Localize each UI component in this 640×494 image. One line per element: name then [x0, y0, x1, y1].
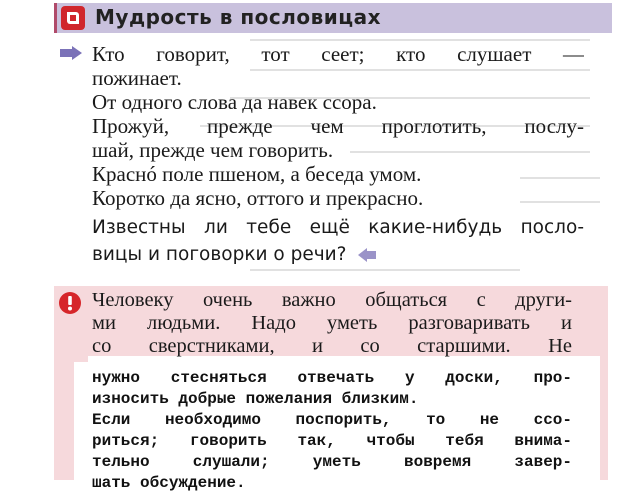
proverb-line: Прожуй, прежде чем проглотить, послу-	[92, 114, 584, 138]
note-line: нужно стесняться отвечать у доски, про-	[92, 369, 572, 387]
note-line: износить добрые пожелания близким.	[92, 390, 419, 408]
note-band-right	[600, 286, 608, 480]
note-line: риться; говорить так, чтобы тебя внима-	[92, 432, 572, 450]
section-header	[54, 3, 612, 33]
note-line: со сверстниками, и со старшими. Не	[92, 335, 572, 357]
question-line: Известны ли тебе ещё какие-нибудь посло-	[92, 217, 584, 238]
book-icon	[61, 6, 85, 30]
exclamation-icon	[59, 292, 81, 314]
note-line: Если необходимо поспорить, то не ссо-	[92, 411, 572, 429]
note-line: тельно слушали; уметь вовремя завер-	[92, 453, 572, 471]
pointer-arrow-icon	[60, 46, 82, 60]
note-line: Человеку очень важно общаться с други-	[92, 289, 572, 311]
proverb-line: Коротко да ясно, оттого и прекрасно.	[92, 186, 424, 210]
question-line: вицы и поговорки о речи?	[92, 244, 347, 265]
proverb-line: пожинает.	[92, 66, 182, 90]
proverb-line: Кто говорит, тот сеет; кто слушает —	[92, 42, 584, 66]
proverb-line: шай, прежде чем говорить.	[92, 138, 334, 162]
discussion-question	[92, 214, 584, 268]
note-line: шать обсуждение.	[92, 474, 246, 492]
proverb-line: От одного слова да навек ссора.	[92, 90, 377, 114]
proverb-line: Краснó поле пшеном, а беседа умом.	[92, 162, 422, 186]
section-title: Мудрость в пословицах	[95, 5, 382, 29]
back-arrow-icon	[358, 248, 376, 262]
note-line: ми людьми. Надо уметь разговаривать и	[92, 312, 572, 334]
